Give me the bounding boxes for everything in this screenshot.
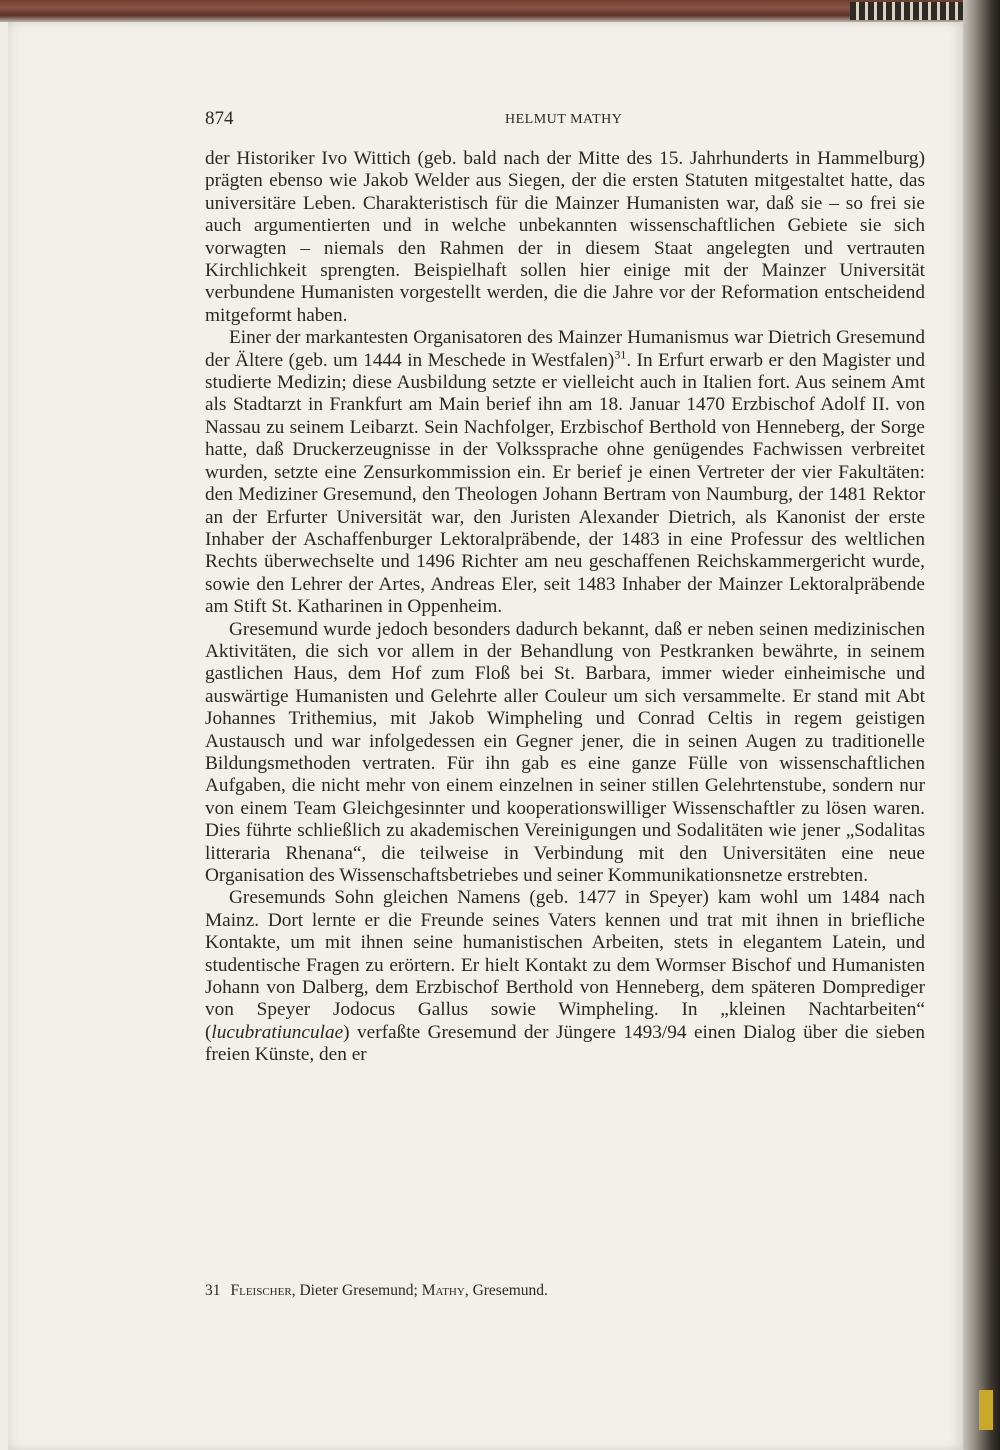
footnote <box>205 1282 925 1300</box>
footnote-author-1: Fleischer <box>230 1282 292 1299</box>
page-header <box>205 108 925 138</box>
footnote-text-2: , Gresemund. <box>464 1282 548 1299</box>
footnote-author-2: Mathy <box>421 1282 465 1299</box>
page-number: 874 <box>205 108 234 129</box>
running-head: HELMUT MATHY <box>505 112 623 127</box>
paragraph-4-text-a: Gresemunds Sohn gleichen Namens (geb. 1477 in Speyer) kam wohl um 1484 nach Mainz. Dort lernte er die Freunde seines Vaters kennen und trat mit ihnen in briefliche Kontakte, um mit ihnen seine humanistischen Arbeiten, stets in elegantem Latein, und studentische Fragen zu erörtern. Er hielt Kontakt zu dem Wormser Bischof und Humanisten Johann von Dalberg, dem Erzbischof Berthold von Henneberg, dem späteren Domprediger von Speyer Jodocus Gallus sowie Wimpheling. In „kleinen Nachtarbeiten“ ( <box>205 887 925 1043</box>
body-text <box>205 148 925 1067</box>
paragraph-3 <box>205 619 925 888</box>
paragraph-3-text: Gresemund wurde jedoch besonders dadurch bekannt, daß er neben seinen medizinischen Aktivitäten, die sich vor allem in der Behandlung von Pestkranken bewährte, in seinem gastlichen Haus, dem Hof zum Floß bei St. Barbara, immer wieder einheimische und auswärtige Humanisten und Gelehrte aller Couleur um sich versammelte. Er stand mit Abt Johannes Trithemius, mit Jakob Wimpheling und Conrad Celtis in regem geistigen Austausch und war infolgedessen ein Gegner jener, die in seinen Augen zu traditionelle Bildungsmethoden vertraten. Für ihn gab es eine ganze Fülle von wissenschaftlichen Aufgaben, die nicht mehr von einem einzelnen in seiner stillen Gelehrtenstube, sondern nur von einem Team Gleichgesinnter und kooperationswilliger Wissenschaftler zu lösen waren. Dies führte schließlich zu akademischen Vereinigungen und Sodalitäten wie jener „Sodalitas litteraria Rhenana“, die teilweise in Verbindung mit den Universitäten eine neue Organisation des Wissenschaftsbetriebes und seiner Kommunikationsnetze erstrebten. <box>205 618 925 886</box>
paragraph-4-text-b: ) verfaßte Gresemund der Jüngere 1493/94 einen Dialog über die sieben freien Künste, den er <box>205 1021 925 1066</box>
book-top-edge <box>0 0 1000 22</box>
book-spine-edge <box>963 0 1000 1450</box>
latin-term: lucubratiunculae <box>211 1021 344 1043</box>
paragraph-4 <box>205 887 925 1066</box>
footnote-text-1: , Dieter Gresemund; <box>291 1282 422 1299</box>
paragraph-1 <box>205 148 925 327</box>
footnote-number: 31 <box>205 1282 221 1299</box>
paragraph-1-text: der Historiker Ivo Wittich (geb. bald nach der Mitte des 15. Jahrhunderts in Hammelburg) prägten ebenso wie Jakob Welder aus Siegen, der die ersten Statuten mitgestaltet hatte, das universitäre Leben. Charakteristisch für die Mainzer Humanisten war, daß sie – so frei sie auch argumentierten und in welche unbekannten wissenschaftlichen Gebiete sie sich vorwagten – niemals den Rahmen der in diesem Staat angelegten und vertrauten Kirchlichkeit sprengten. Beispielhaft sollen hier einige mit der Mainzer Universität verbundene Humanisten vorgestellt werden, die die Jahre vor der Reformation entscheidend mitgeformt haben. <box>205 148 925 326</box>
paragraph-2-text-a: Einer der markantesten Organisatoren des Mainzer Humanismus war Dietrich Gresemund der Ältere (geb. um 1444 in Meschede in Westfalen) <box>205 327 925 371</box>
footnote-reference: 31 <box>614 347 627 362</box>
paragraph-2 <box>205 327 925 618</box>
paragraph-2-text-b: . In Erfurt erwarb er den Magister und studierte Medizin; diese Ausbildung setzte er vielleicht auch in Italien fort. Aus seinem Amt als Stadtarzt in Frankfurt am Main berief ihn am 18. Januar 1470 Erzbischof Adolf II. von Nassau zu seinem Leibarzt. Sein Nachfolger, Erzbischof Berthold von Henneberg, der Sorge hatte, daß Druckerzeugnisse in der Volkssprache ohne genügendes Fachwissen verbreitet wurden, setzte eine Zensurkommission ein. Er berief je einen Vertreter der vier Fakultäten: den Mediziner Gresemund, den Theologen Johann Bertram von Naumburg, der 1481 Rektor an der Erfurter Universität war, den Juristen Alexander Dietrich, als Kanonist der erste Inhaber der Aschaffenburger Lektoralpräbende, der 1483 in eine Professur des weltlichen Rechts überwechselte und 1496 Richter am neu geschaffenen Reichskammergericht wurde, sowie den Lehrer der Artes, Andreas Eler, seit 1483 Inhaber der Mainzer Lektoralpräbende am Stift St. Katharinen in Oppenheim. <box>205 349 925 618</box>
